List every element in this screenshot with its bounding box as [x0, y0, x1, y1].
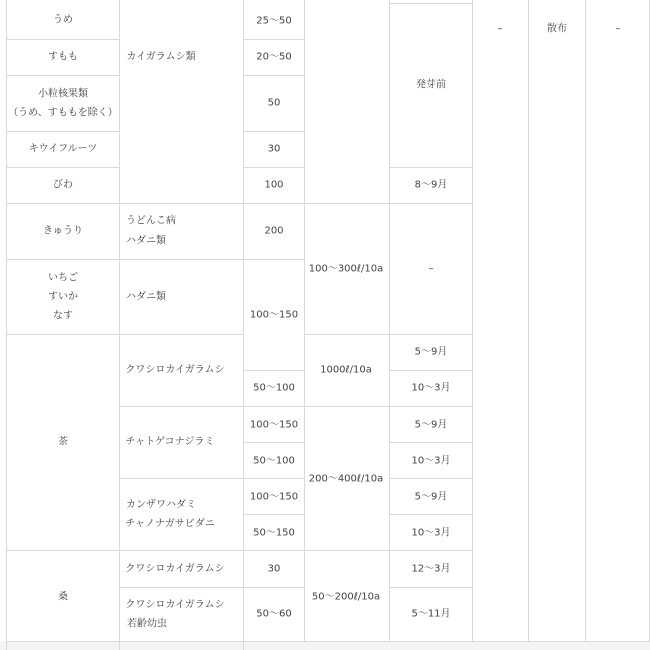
pest-cell: カンザワハダミ	[126, 499, 196, 511]
volume-cell: 1000ℓ/10a	[320, 364, 372, 376]
crop-cell: 小粒核果類	[38, 88, 88, 100]
timing-cell: 発芽前	[416, 79, 446, 91]
dilution-cell: 50〜100	[253, 455, 295, 467]
timing-cell: 10〜3月	[411, 455, 451, 467]
timing-cell: –	[428, 263, 434, 275]
pest-cell: うどんこ病	[126, 215, 176, 227]
crop-cell: すいか	[48, 291, 78, 303]
method-cell: 散布	[547, 23, 567, 35]
timing-cell: 10〜3月	[411, 527, 451, 539]
pest-cell: ハダニ類	[126, 291, 166, 303]
timing-cell: 5〜9月	[414, 419, 448, 431]
dilution-cell: 50〜150	[253, 527, 295, 539]
dilution-cell: 100〜150	[249, 309, 299, 321]
pest-cell: クワシロカイガラムシ	[125, 364, 225, 376]
dilution-cell: 50	[267, 97, 281, 109]
crop-cell: 茶	[58, 436, 68, 448]
timing-cell: 5〜9月	[414, 491, 448, 503]
crop-cell: びわ	[53, 179, 73, 191]
dilution-cell: 25〜50	[256, 15, 292, 27]
pest-cell: チャトゲコナジラミ	[125, 436, 215, 448]
dilution-cell: 100	[264, 179, 284, 191]
crop-cell: きゅうり	[43, 225, 83, 237]
crop-cell: いちご	[48, 272, 78, 284]
pest-cell: カイガラムシ類	[126, 51, 196, 63]
dilution-cell: 50〜100	[253, 382, 295, 394]
dilution-cell: 50〜60	[256, 608, 292, 620]
crop-cell: キウイフルーツ	[28, 143, 98, 155]
pest-cell: チャノナガサビダニ	[125, 518, 215, 530]
crop-cell: うめ	[53, 14, 73, 26]
volume-cell: 100〜300ℓ/10a	[308, 263, 384, 275]
pest-cell: クワシロカイガラムシ	[125, 563, 225, 575]
shared-cell: –	[497, 23, 503, 35]
volume-cell: 200〜400ℓ/10a	[308, 473, 384, 485]
dilution-cell: 30	[267, 563, 281, 575]
dilution-cell: 200	[264, 225, 284, 237]
pest-cell: クワシロカイガラムシ	[125, 599, 225, 611]
crop-cell: なす	[53, 310, 73, 322]
shared-cell: –	[615, 23, 621, 35]
dilution-cell: 100〜150	[249, 419, 299, 431]
pest-cell: ハダニ類	[126, 235, 166, 247]
next-row-strip	[0, 641, 650, 650]
timing-cell: 5〜11月	[411, 608, 451, 620]
crop-cell: （うめ、すももを除く）	[8, 107, 118, 119]
volume-cell: 50〜200ℓ/10a	[311, 591, 381, 603]
crop-cell: すもも	[48, 51, 78, 63]
crop-cell: 桑	[58, 591, 68, 603]
dilution-cell: 30	[267, 143, 281, 155]
dilution-cell: 20〜50	[256, 51, 292, 63]
timing-cell: 5〜9月	[414, 346, 448, 358]
timing-cell: 12〜3月	[411, 563, 451, 575]
dilution-cell: 100〜150	[249, 491, 299, 503]
pest-cell: 若齢幼虫	[127, 618, 167, 630]
timing-cell: 10〜3月	[411, 382, 451, 394]
timing-cell: 8〜9月	[414, 179, 448, 191]
